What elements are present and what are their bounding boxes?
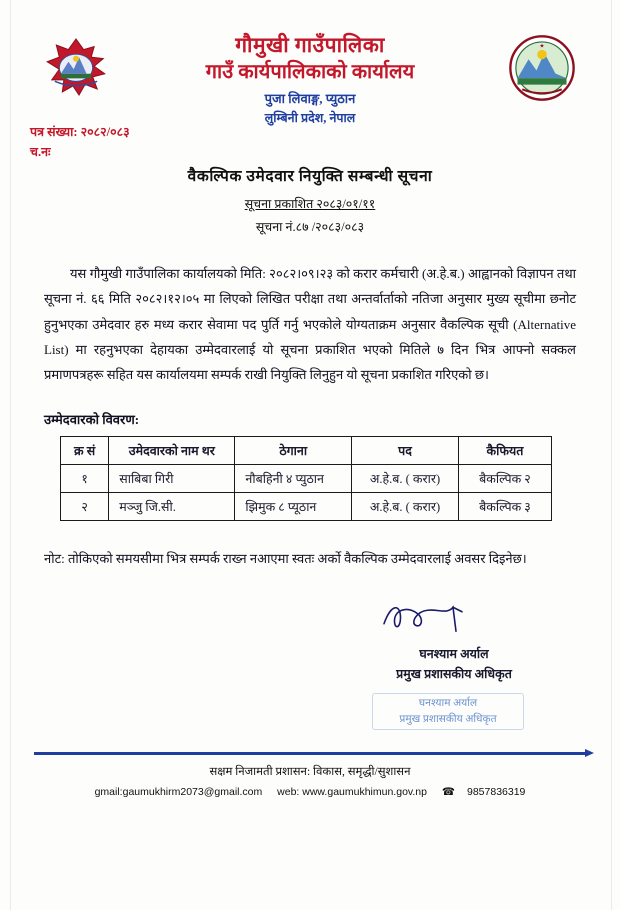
- signatory-name: घनश्याम अर्याल: [419, 647, 489, 662]
- document-footer: [0, 752, 620, 798]
- nepal-national-emblem: [38, 36, 114, 98]
- org-name-line2: गाउँ कार्यपालिकाको कार्यालय: [205, 61, 415, 84]
- table-header-row: [61, 436, 552, 464]
- dispatch-number: च.नः: [30, 145, 51, 159]
- candidate-section-label: उम्मेदवारको विवरण:: [44, 411, 140, 427]
- cell-remark: बैकल्पिक २: [458, 464, 551, 492]
- footer-contact-line: [0, 786, 620, 798]
- publication-date: सूचना प्रकाशित २०८३/०१/११: [244, 197, 376, 211]
- note-text: नोट: तोकिएको समयसीमा भित्र सम्पर्क राख्न नआएमा स्वतः अर्को वैकल्पिक उम्मेदवारलाई अवसर दिइनेछ।: [44, 550, 527, 566]
- org-address-line: पुजा लिवाङ्ग, प्युठान: [264, 91, 356, 107]
- column-header-remark: कैफियत: [458, 436, 551, 464]
- handwritten-signature: [378, 597, 468, 637]
- cell-name: मञ्जु जि.सी.: [109, 492, 235, 520]
- cell-post: अ.हे.ब. ( करार): [352, 492, 459, 520]
- svg-text:★: ★: [539, 43, 545, 50]
- column-header-post: पद: [352, 436, 459, 464]
- cell-sn: २: [61, 492, 109, 520]
- body-paragraph-text: यस गौमुखी गाउँपालिका कार्यालयको मिति: २०८२।०९।२३ को करार कर्मचारी (अ.हे.ब.) आह्वानको विज्ञापन तथा सूचना नं. ६६ मिति २०८२।१२।०५ मा लिएको लिखित परीक्षा तथा अन्तर्वार्ताको नतिजा अनुसार मुख्य सूचीमा छनोट हुनुभएका उमेदवार हरु मध्य करार सेवामा पद पुर्ति गर्नु भएकोले योग्यताक्रम अनुसार वैकल्पिक सूची (Alternative List) मा रहनुभएका देहायका उम्मेदवारलाई यो सूचना प्रकाशित भएको मितिले ७ दिन भित्र आफ्नो सक्कल प्रमाणपत्रहरू सहित यस कार्यालयमा सम्पर्क राखी नियुक्ति लिनुहुन यो सूचना प्रकाशित गरिएको छ।: [44, 266, 576, 383]
- footer-website[interactable]: web: www.gaumukhimun.gov.np: [277, 786, 427, 798]
- cell-address: नौबहिनी ४ प्युठान: [235, 464, 352, 492]
- cell-address: झिमुक ८ प्यूठान: [235, 492, 352, 520]
- stamp-designation: प्रमुख प्रशासकीय अधिकृत: [399, 713, 497, 725]
- table-row: [61, 492, 552, 520]
- title-block: [0, 164, 620, 235]
- stamp-name: घनश्याम अर्याल: [418, 698, 478, 710]
- column-header-sn: क्र सं: [61, 436, 109, 464]
- footer-divider: [34, 752, 586, 755]
- signature-area: [0, 597, 620, 727]
- letter-number: पत्र संख्या: २०८२/०८३: [30, 125, 130, 139]
- column-header-address: ठेगाना: [235, 436, 352, 464]
- phone-icon: ☎: [441, 786, 455, 798]
- organization-heading: [120, 32, 500, 126]
- footer-email[interactable]: gmail:gaumukhirm2073@gmail.com: [94, 786, 263, 798]
- gaumukhi-rural-municipality-logo: [506, 34, 578, 102]
- footer-slogan: सक्षम निजामती प्रशासन: विकास, समृद्धी/सुशासन: [209, 766, 411, 778]
- official-stamp: [372, 693, 524, 729]
- org-name-line1: गौमुखी गाउँपालिका: [235, 33, 385, 57]
- document-header: [0, 0, 620, 159]
- candidate-table: [60, 436, 552, 521]
- signatory-designation: प्रमुख प्रशासकीय अधिकृत: [396, 667, 512, 682]
- cell-remark: बैकल्पिक ३: [458, 492, 551, 520]
- body-paragraph: [44, 261, 576, 388]
- cell-sn: १: [61, 464, 109, 492]
- page-title: वैकल्पिक उमेदवार नियुक्ति सम्बन्धी सूचना: [187, 168, 433, 185]
- cell-post: अ.हे.ब. ( करार): [352, 464, 459, 492]
- notice-number: सूचना नं.८७ /२०८३/०८३: [255, 220, 365, 234]
- org-province-line: लुम्बिनी प्रदेश, नेपाल: [264, 111, 356, 126]
- reference-number-block: [30, 122, 130, 162]
- cell-name: साबिबा गिरी: [109, 464, 235, 492]
- table-row: [61, 464, 552, 492]
- column-header-name: उमेदवारको नाम थर: [109, 436, 235, 464]
- footer-phone[interactable]: 9857836319: [467, 786, 526, 798]
